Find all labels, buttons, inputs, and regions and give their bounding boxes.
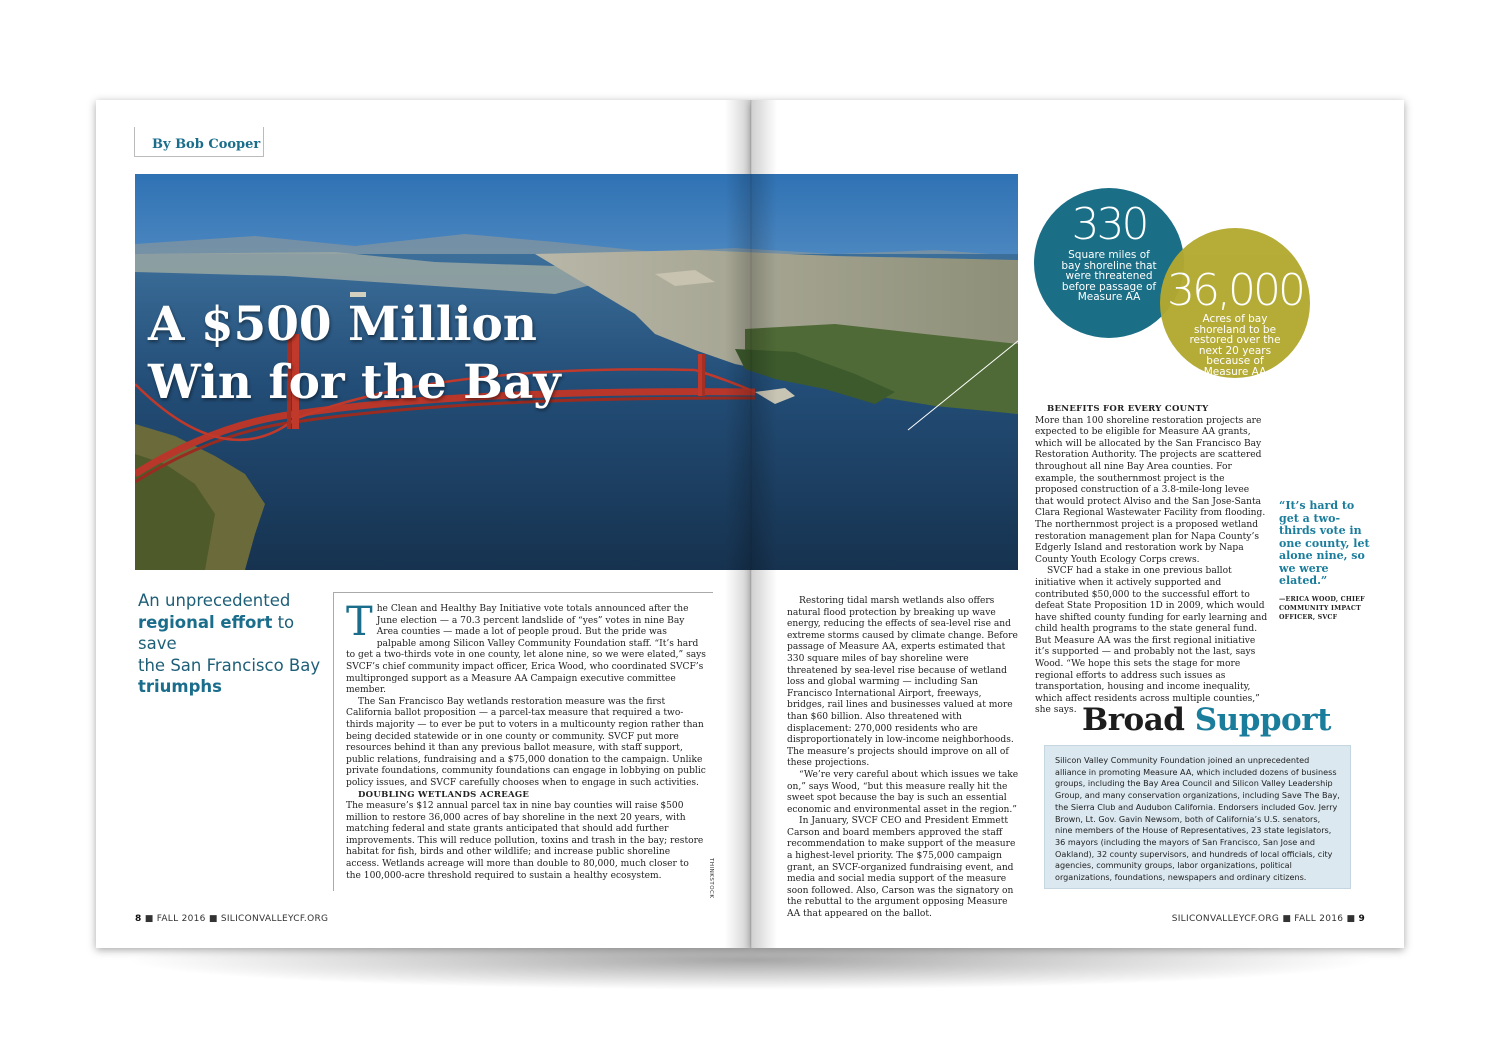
- article-paragraph-1-text: he Clean and Healthy Bay Initiative vote totals announced after the June election — a 70.3 percent landslide of “yes” votes in nine Bay Area counties — made a lot of people proud. But the pride was palpable among Silicon Valley Community Foundation staff. “It’s hard to get a two-thirds vote in one county, let alone nine, so we were elated,” says SVCF’s chief community impact officer, Erica Wood, who coordinated SVCF’s multipronged support as a Measure AA Campaign executive committee member.: [346, 604, 706, 696]
- headline-line-1: A $500 Million: [148, 297, 537, 352]
- pull-quote: [1279, 500, 1371, 622]
- sidebar-title-dark: Broad: [1082, 702, 1185, 738]
- byline: By Bob Cooper: [134, 127, 264, 157]
- article-paragraph: “We’re very careful about which issues we take on,” says Wood, “but this measure really hit the sweet spot because the bay is such an essential economic and environmental asset in the region.”: [787, 769, 1019, 815]
- deck-accent-1: regional effort: [138, 612, 273, 632]
- headline-line-2: Win for the Bay: [148, 355, 561, 410]
- article-paragraph: The measure’s $12 annual parcel tax in nine bay counties will raise $500 million to restore 36,000 acres of bay shoreline in the next 20 years, with matching federal and state grants anticipated that should add further improvements. This will reduce pollution, toxins and trash in the bay; restore habitat for fish, birds and other wildlife; and increase public shoreline access. Wetlands acreage will more than double to 80,000, much closer to the 100,000-acre threshold required to sustain a healthy ecosystem.: [346, 801, 704, 881]
- article-column-2: [787, 596, 1022, 921]
- stat-label: Acres of bay shoreland to be restored over the next 20 years because of Measure AA: [1189, 313, 1281, 378]
- page-number-left: 8: [135, 914, 142, 924]
- sidebar-text: Silicon Valley Community Foundation joined an unprecedented alliance in promoting Measure AA, which included dozens of business groups, including the Bay Area Council and Silicon Valley Leadership Group, and many conservation organizations, including Save The Bay, the Sierra Club and Audubon California. Endorsers included Gov. Jerry Brown, Lt. Gov. Gavin Newsom, both of California’s U.S. senators, nine members of the House of Representatives, 23 state legislators, 36 mayors (including the mayors of San Francisco, San Jose and Oakland), 32 county supervisors, and hundreds of local officials, city agencies, community groups, labor organizations, political organizations, foundations, newspapers and ordinary citizens.: [1055, 755, 1340, 883]
- pull-quote-text: “It’s hard to get a two-thirds vote in one county, let alone nine, so we were elated.”: [1279, 499, 1370, 587]
- folio-left-text: ■ FALL 2016 ■ SILICONVALLEYCF.ORG: [141, 914, 329, 924]
- stat-number: 330: [1071, 199, 1147, 250]
- stat-circle-36000: [1160, 228, 1310, 378]
- stat-label: Square miles of bay shoreline that were threatened before passage of Measure AA: [1061, 249, 1157, 303]
- article-column-3: [1035, 404, 1268, 717]
- folio-left: [135, 914, 328, 924]
- article-paragraph: Restoring tidal marsh wetlands also offers natural flood protection by breaking up wave energy, reducing the effects of sea-level rise and extreme storms caused by climate change. Before passage of Measure AA, experts estimated that 330 square miles of bay shoreline were threatened by sea-level rise because of wetland loss and global warming — including San Francisco International Airport, freeways, bridges, rail lines and businesses valued at more than $60 billion. Also threatened with displacement: 270,000 residents who are disproportionately in low-income neighborhoods. The measure’s projects should improve on all of these projections.: [787, 596, 1018, 769]
- sidebar-title: [1082, 702, 1331, 738]
- article-paragraph: In January, SVCF CEO and President Emmett Carson and board members approved the staff recommendation to make support of the measure a highest-level priority. The $75,000 campaign grant, an SVCF-organized fundraising event, and media and social media support of the measure soon followed. Also, Carson was the signatory on the rebuttal to the argument opposing Measure AA that appeared on the ballot.: [787, 816, 1016, 920]
- pull-quote-attribution: —ERICA WOOD, CHIEF COMMUNITY IMPACT OFFICER, SVCF: [1279, 595, 1365, 621]
- photo-credit: THINKSTOCK: [708, 858, 714, 899]
- article-paragraph: The San Francisco Bay wetlands restoration measure was the first California ballot proposition — a parcel-tax measure that required a two-thirds majority — to ever be put to voters in a multicounty region rather than being decided statewide or in one county or community. SVCF put more resources behind it than any previous ballot measure, with staff support, public relations, fundraising and a $75,000 donation to the campaign. Unlike private foundations, community foundations can engage in lobbying on public policy issues, and SVCF carefully chooses when to engage in such activities.: [346, 696, 706, 788]
- article-paragraph: SVCF had a stake in one previous ballot initiative when it actively supported and contributed $50,000 to the successful effort to defeat State Proposition 1D in 2009, which would have shifted county funding for early learning and child health programs to the state general fund. But Measure AA was the first regional initiative it’s supported — and probably not the last, says Wood. “We hope this sets the stage for more regional efforts to address such issues as transportation, housing and income inequality, which affect residents across multiple counties,” she says.: [1035, 566, 1268, 716]
- deck-line-2: [138, 612, 323, 655]
- deck-accent-2: triumphs: [138, 677, 222, 696]
- stat-number: 36,000: [1167, 265, 1303, 316]
- deck-line-2-rest: to save: [138, 612, 295, 653]
- subhead-benefits: BENEFITS FOR EVERY COUNTY: [1047, 404, 1209, 414]
- callout-leader-line: [900, 300, 1060, 440]
- article-paragraph: [346, 599, 706, 697]
- deck-line-4: [138, 676, 323, 698]
- drop-cap: T: [346, 599, 373, 645]
- headline: [148, 296, 561, 412]
- deck-line-3: the San Francisco Bay: [138, 655, 321, 675]
- sidebar-title-accent: Support: [1194, 702, 1331, 738]
- page-number-right: 9: [1358, 914, 1365, 924]
- subhead-doubling-wetlands: DOUBLING WETLANDS ACREAGE: [358, 789, 530, 800]
- article-paragraph: More than 100 shoreline restoration projects are expected to be eligible for Measure AA grants, which will be allocated by the San Francisco Bay Restoration Authority. The projects are scattered throughout all nine Bay Area counties. For example, the southernmost project is the proposed construction of a 3.8-mile-long levee that would protect Alviso and the San Jose-Santa Clara Regional Wastewater Facility from flooding. The northernmost project is a proposed wetland restoration management plan for Napa County’s Edgerly Island and restoration work by Napa County Youth Ecology Corps crews.: [1035, 415, 1266, 565]
- deck-line-1: An unprecedented: [138, 591, 291, 610]
- deck: [138, 590, 323, 698]
- sidebar-box: [1044, 745, 1351, 889]
- folio-right: [1172, 914, 1365, 924]
- folio-right-text: SILICONVALLEYCF.ORG ■ FALL 2016 ■: [1171, 914, 1359, 924]
- article-column-1: [346, 599, 706, 882]
